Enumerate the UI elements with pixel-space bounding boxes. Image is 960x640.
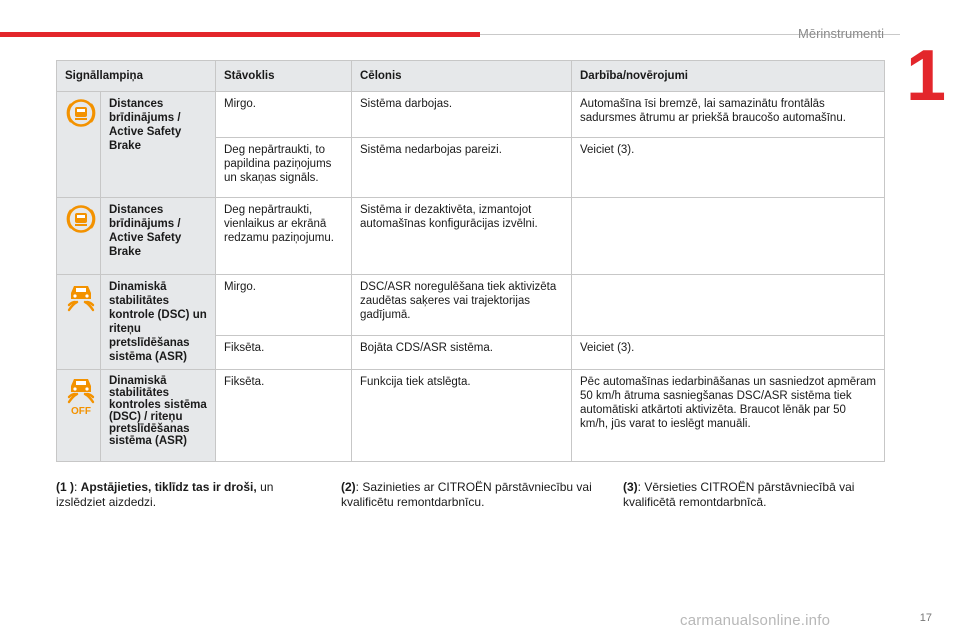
footnote-3 (623, 480, 883, 510)
cause-cell: Sistēma nedarbojas pareizi. (352, 138, 572, 198)
col-header-state: Stāvoklis (216, 61, 352, 92)
state-cell: Fiksēta. (216, 336, 352, 370)
skid-car-icon (65, 280, 97, 312)
footnote-text: un izslēdziet aizdedzi. (56, 480, 274, 509)
chapter-number: 1 (905, 36, 946, 116)
footnote-mark: (2) (341, 480, 356, 494)
state-cell: Fiksēta. (216, 370, 352, 462)
off-label: OFF (71, 406, 91, 415)
state-cell: Mirgo. (216, 92, 352, 138)
section-title: Mērinstrumenti (798, 26, 884, 41)
lamp-icon-cell (57, 92, 101, 198)
footnote-2 (341, 480, 611, 510)
lamp-icon-cell (57, 370, 101, 462)
table-row (57, 370, 885, 462)
lamp-name: Distances brīdinājums / Active Safety Brake (101, 92, 216, 198)
action-cell: Automašīna īsi bremzē, lai samazinātu frontālās sadursmes ātrumu ar priekšā braucošo automašīnu. (572, 92, 885, 138)
collision-warning-icon (65, 203, 97, 235)
action-cell: Veiciet (3). (572, 138, 885, 198)
footnote-1: (1 ): Apstājieties, tiklīdz tas ir droši, un izslēdziet aizdedzi. (56, 480, 274, 509)
action-cell (572, 198, 885, 275)
action-cell (572, 275, 885, 336)
warning-lamps-table (56, 60, 885, 462)
table-row (57, 275, 885, 336)
footnote-bold: Apstājieties, tiklīdz tas ir droši, (80, 480, 257, 494)
table-row (57, 198, 885, 275)
skid-car-off-icon (65, 375, 97, 415)
table-header-row (57, 61, 885, 92)
footnote-text: : Sazinieties ar CITROËN pārstāvniecību vai kvalificētu remontdarbnīcu. (341, 480, 592, 509)
cause-cell: Bojāta CDS/ASR sistēma. (352, 336, 572, 370)
collision-warning-icon (65, 97, 97, 129)
header-red-bar (0, 32, 480, 37)
lamp-icon-cell (57, 275, 101, 370)
footnote-text: : Vērsieties CITROËN pārstāvniecībā vai kvalificētā remontdarbnīcā. (623, 480, 855, 509)
watermark: carmanualsonline.info (680, 612, 831, 629)
col-header-cause: Cēlonis (352, 61, 572, 92)
action-cell: Veiciet (3). (572, 336, 885, 370)
cause-cell: Sistēma darbojas. (352, 92, 572, 138)
footnote-mark: (3) (623, 480, 638, 494)
page-number: 17 (919, 612, 932, 624)
state-cell: Deg nepārtraukti, vienlaikus ar ekrānā redzamu paziņojumu. (216, 198, 352, 275)
col-header-lamp: Signāllampiņa (57, 61, 216, 92)
state-cell: Deg nepārtraukti, to papildina paziņojums un skaņas signāls. (216, 138, 352, 198)
state-cell: Mirgo. (216, 275, 352, 336)
lamp-name: Dinamiskā stabilitātes kontrole (DSC) un riteņu pretslīdēšanas sistēma (ASR) (101, 275, 216, 370)
footnote-mark: (1 ) (56, 480, 74, 494)
lamp-icon-cell (57, 198, 101, 275)
lamp-name: Distances brīdinājums / Active Safety Brake (101, 198, 216, 275)
table-row (57, 92, 885, 138)
cause-cell: Funkcija tiek atslēgta. (352, 370, 572, 462)
cause-cell: DSC/ASR noregulēšana tiek aktivizēta zaudētas saķeres vai trajektorijas gadījumā. (352, 275, 572, 336)
lamp-name: Dinamiskā stabilitātes kontroles sistēma (DSC) / riteņu pretslīdēšanas sistēma (ASR) (101, 370, 216, 462)
cause-cell: Sistēma ir dezaktivēta, izmantojot automašīnas konfigurācijas izvēlni. (352, 198, 572, 275)
col-header-action: Darbība/novērojumi (572, 61, 885, 92)
action-cell: Pēc automašīnas iedarbināšanas un sasniedzot apmēram 50 km/h ātruma sasniegšanas DSC/ASR sistēma tiek automātiski atkārtoti aktivizēta. Braucot lēnāk par 50 km/h, jūs varat to ieslēgt manuāli. (572, 370, 885, 462)
